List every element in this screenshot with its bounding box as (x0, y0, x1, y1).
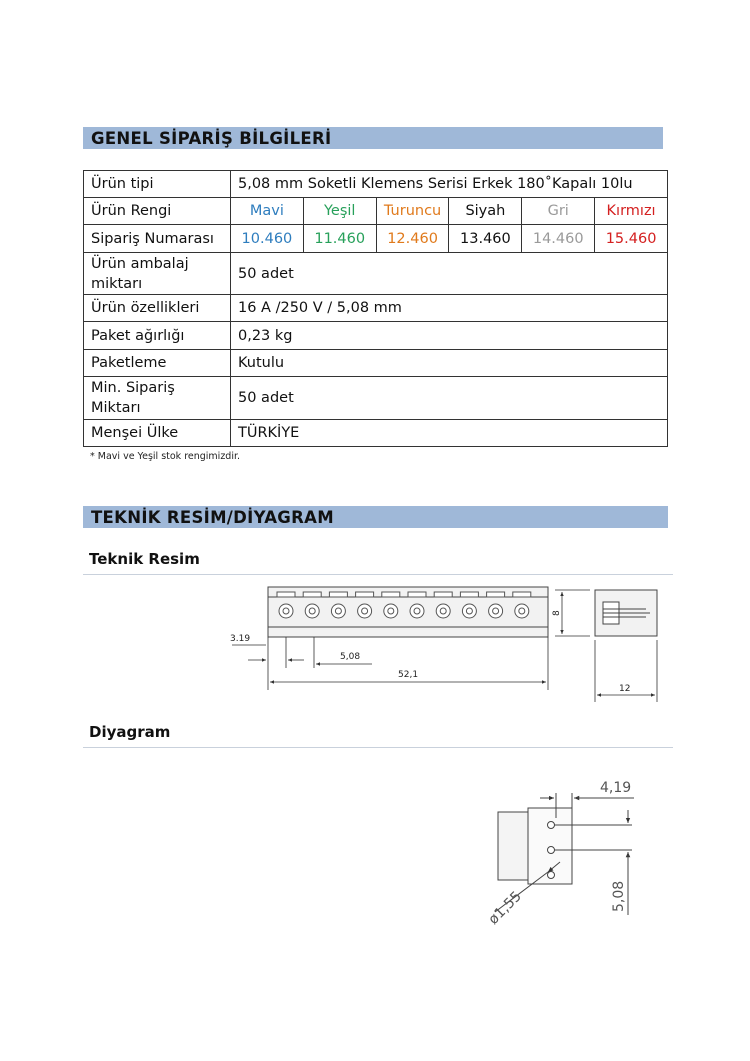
divider (83, 747, 673, 748)
pin-slot-top (460, 592, 478, 597)
pin-screw (414, 608, 420, 614)
divider (83, 574, 673, 575)
row-label: Paket ağırlığı (84, 322, 231, 350)
table-row (84, 322, 668, 350)
pin-slot-top (329, 592, 347, 597)
row-value: 50 adet (231, 377, 668, 420)
pin-slot-top (356, 592, 374, 597)
pin-screw (388, 608, 394, 614)
connector-side-view (595, 590, 657, 636)
order-code-siyah: 13.460 (449, 225, 522, 253)
section-title: GENEL SİPARİŞ BİLGİLERİ (91, 129, 332, 148)
row-value: 16 A /250 V / 5,08 mm (231, 295, 668, 322)
row-label: Paketleme (84, 350, 231, 377)
row-label: Ürün tipi (84, 171, 231, 198)
row-value: 5,08 mm Soketli Klemens Serisi Erkek 180˚Kapalı 10lu (231, 171, 668, 198)
order-code-kirmizi: 15.460 (595, 225, 668, 253)
subsection-title-teknik-resim: Teknik Resim (89, 550, 200, 568)
order-code-mavi: 10.460 (231, 225, 304, 253)
dim-label-5-08: 5,08 (340, 652, 361, 662)
row-label: Ürün Rengi (84, 198, 231, 225)
stock-note: * Mavi ve Yeşil stok rengimizdir. (90, 451, 241, 462)
order-info-table (83, 170, 668, 447)
color-name-gri: Gri (522, 198, 595, 225)
row-label: Menşei Ülke (84, 420, 231, 447)
diagram-dim-4-19: 4,19 (600, 780, 632, 796)
pin-slot-top (303, 592, 321, 597)
pin-screw (309, 608, 315, 614)
pin-screw (362, 608, 368, 614)
color-name-siyah: Siyah (449, 198, 522, 225)
row-label: Ürün ambalaj miktarı (84, 253, 231, 295)
pin-slot-top (277, 592, 295, 597)
pin-screw (466, 608, 472, 614)
table-row (84, 295, 668, 322)
dim-label-3-19: 3.19 (230, 634, 251, 644)
table-row (84, 420, 668, 447)
technical-drawing (222, 580, 672, 705)
row-value: Kutulu (231, 350, 668, 377)
color-name-kirmizi: Kırmızı (595, 198, 668, 225)
color-name-turuncu: Turuncu (376, 198, 449, 225)
section-header-teknik (83, 506, 668, 528)
diagram-dim-diameter: ø1,55 (485, 888, 525, 928)
order-code-gri: 14.460 (522, 225, 595, 253)
table-row (84, 253, 668, 295)
section-title: TEKNİK RESİM/DİYAGRAM (91, 508, 334, 527)
diagram-dim-5-08: 5,08 (611, 880, 627, 912)
dim-label-8: 8 (552, 610, 562, 616)
pin-slot-top (513, 592, 531, 597)
pin-slot-top (434, 592, 452, 597)
order-code-turuncu: 12.460 (376, 225, 449, 253)
pin-screw (493, 608, 499, 614)
order-code-yesil: 11.460 (303, 225, 376, 253)
pin-screw (519, 608, 525, 614)
row-value: TÜRKİYE (231, 420, 668, 447)
pin-screw (283, 608, 289, 614)
pin-slot-top (382, 592, 400, 597)
pin-screw (335, 608, 341, 614)
pin-slot-top (487, 592, 505, 597)
section-header-genel (83, 127, 663, 149)
row-label: Sipariş Numarası (84, 225, 231, 253)
pin-diagram (470, 770, 650, 930)
dim-label-52-1: 52,1 (398, 670, 419, 680)
table-row (84, 171, 668, 198)
row-label: Min. Sipariş Miktarı (84, 377, 231, 420)
table-row (84, 377, 668, 420)
dim-label-12: 12 (619, 684, 631, 694)
row-value: 0,23 kg (231, 322, 668, 350)
pin-slot-top (408, 592, 426, 597)
color-name-yesil: Yeşil (303, 198, 376, 225)
row-label: Ürün özellikleri (84, 295, 231, 322)
subsection-title-diyagram: Diyagram (89, 723, 171, 741)
table-row (84, 350, 668, 377)
table-row (84, 225, 668, 253)
pin-screw (440, 608, 446, 614)
row-value: 50 adet (231, 253, 668, 295)
table-row (84, 198, 668, 225)
color-name-mavi: Mavi (231, 198, 304, 225)
